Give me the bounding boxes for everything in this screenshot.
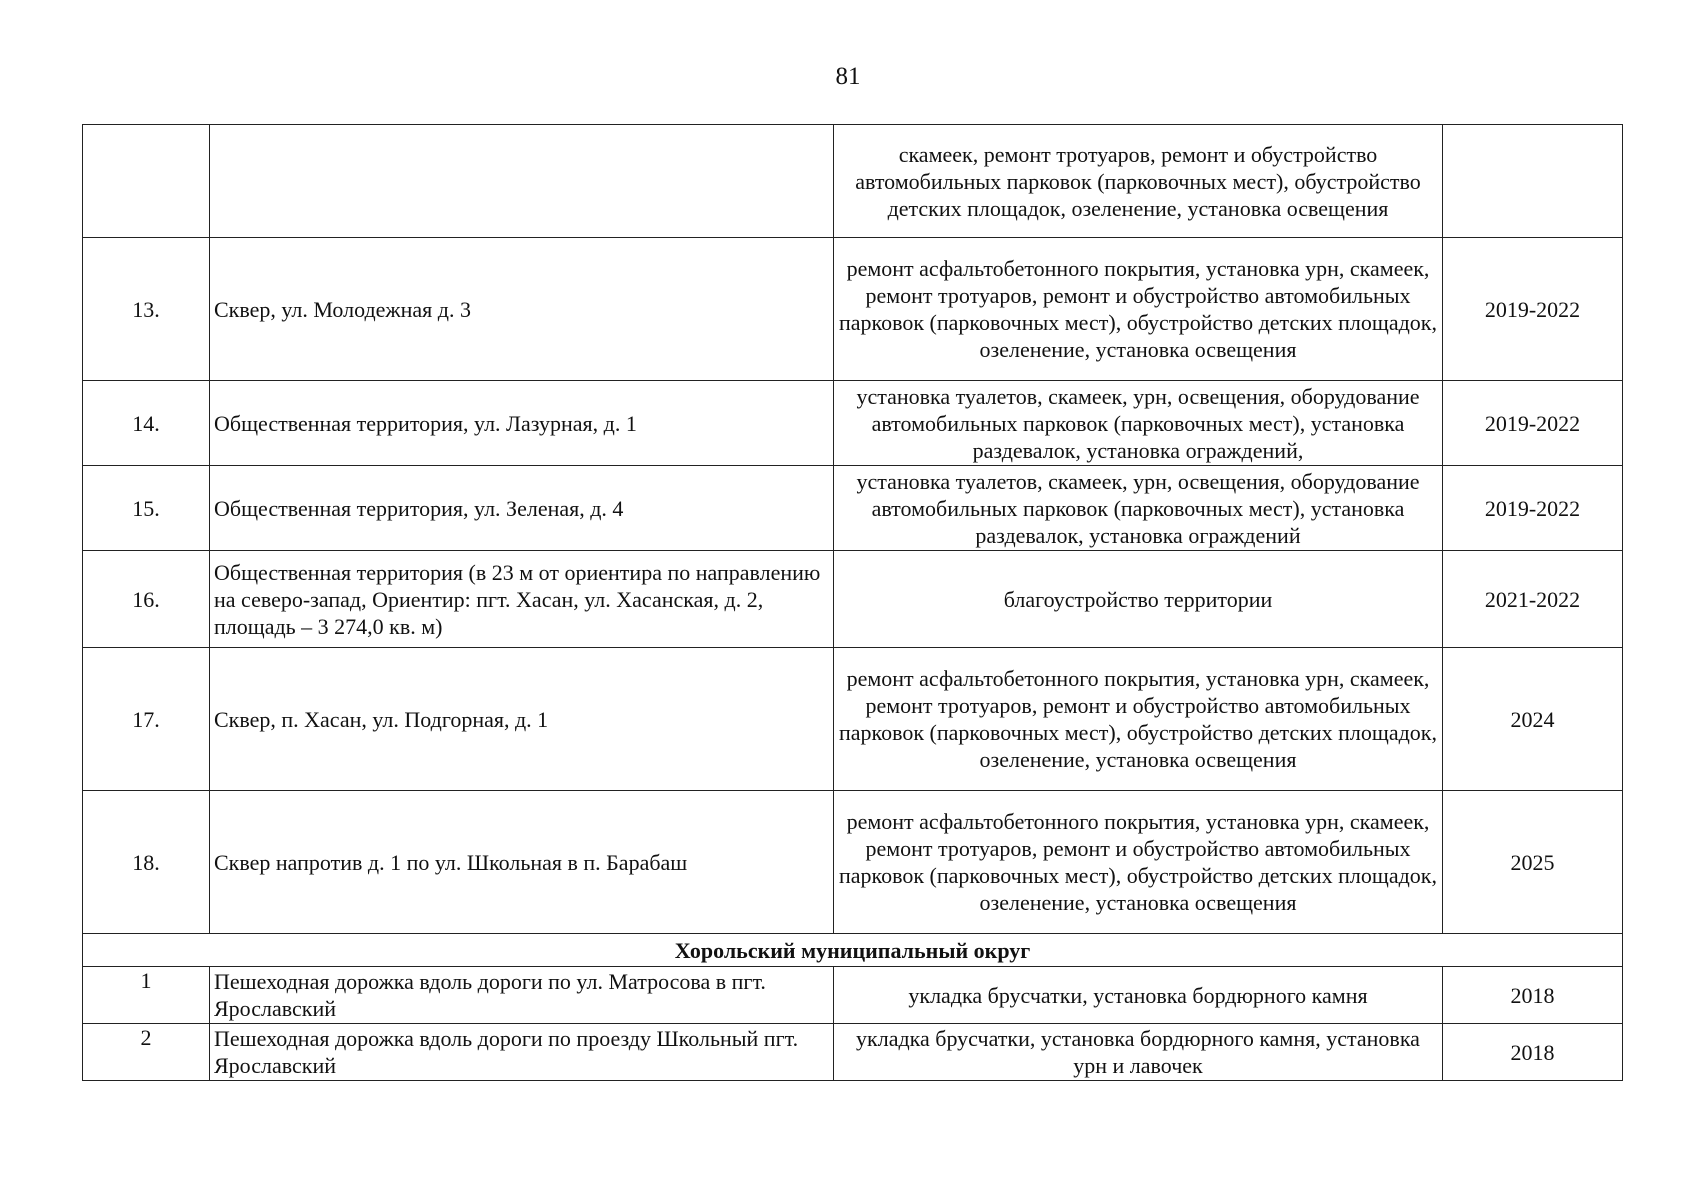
territory-name: Сквер, п. Хасан, ул. Подгорная, д. 1	[210, 648, 834, 791]
table-row	[83, 791, 1623, 934]
work-description: установка туалетов, скамеек, урн, освещения, оборудование автомобильных парковок (парковочных мест), установка раздевалок, установка ограждений,	[834, 381, 1443, 466]
row-number: 17.	[83, 648, 210, 791]
table-row	[83, 648, 1623, 791]
table-row	[83, 238, 1623, 381]
territory-name: Пешеходная дорожка вдоль дороги по ул. Матросова в пгт. Ярославский	[210, 967, 834, 1024]
page-number: 81	[835, 63, 861, 90]
row-number: 18.	[83, 791, 210, 934]
section-header-row	[83, 934, 1623, 967]
territory-name: Общественная территория, ул. Лазурная, д. 1	[210, 381, 834, 466]
period	[1443, 125, 1623, 238]
territory-name: Общественная территория (в 23 м от ориентира по направлению на северо-запад, Ориентир: пгт. Хасан, ул. Хасанская, д. 2, площадь – 3 274,0 кв. м)	[210, 551, 834, 648]
period: 2018	[1443, 967, 1623, 1024]
territory-name: Сквер, ул. Молодежная д. 3	[210, 238, 834, 381]
table-row	[83, 466, 1623, 551]
table-row	[83, 551, 1623, 648]
row-number: 14.	[83, 381, 210, 466]
work-description: скамеек, ремонт тротуаров, ремонт и обустройство автомобильных парковок (парковочных мест), обустройство детских площадок, озеленение, установка освещения	[834, 125, 1443, 238]
row-number: 13.	[83, 238, 210, 381]
work-description: ремонт асфальтобетонного покрытия, установка урн, скамеек, ремонт тротуаров, ремонт и обустройство автомобильных парковок (парковочных мест), обустройство детских площадок, озеленение, установка освещения	[834, 238, 1443, 381]
work-description: ремонт асфальтобетонного покрытия, установка урн, скамеек, ремонт тротуаров, ремонт и обустройство автомобильных парковок (парковочных мест), обустройство детских площадок, озеленение, установка освещения	[834, 648, 1443, 791]
period: 2024	[1443, 648, 1623, 791]
territory-name	[210, 125, 834, 238]
period: 2019-2022	[1443, 381, 1623, 466]
row-number: 15.	[83, 466, 210, 551]
work-description: благоустройство территории	[834, 551, 1443, 648]
work-description: установка туалетов, скамеек, урн, освещения, оборудование автомобильных парковок (парковочных мест), установка раздевалок, установка ограждений	[834, 466, 1443, 551]
territory-name: Общественная территория, ул. Зеленая, д. 4	[210, 466, 834, 551]
territory-name: Пешеходная дорожка вдоль дороги по проезду Школьный пгт. Ярославский	[210, 1024, 834, 1081]
table-row	[83, 125, 1623, 238]
period: 2019-2022	[1443, 466, 1623, 551]
table-row	[83, 967, 1623, 1024]
territory-name: Сквер напротив д. 1 по ул. Школьная в п. Барабаш	[210, 791, 834, 934]
row-number: 1	[83, 967, 210, 1024]
period: 2025	[1443, 791, 1623, 934]
row-number: 2	[83, 1024, 210, 1081]
period: 2018	[1443, 1024, 1623, 1081]
row-number	[83, 125, 210, 238]
period: 2021-2022	[1443, 551, 1623, 648]
improvement-table	[82, 124, 1623, 1081]
row-number: 16.	[83, 551, 210, 648]
table-row	[83, 381, 1623, 466]
work-description: укладка брусчатки, установка бордюрного камня, установка урн и лавочек	[834, 1024, 1443, 1081]
work-description: ремонт асфальтобетонного покрытия, установка урн, скамеек, ремонт тротуаров, ремонт и обустройство автомобильных парковок (парковочных мест), обустройство детских площадок, озеленение, установка освещения	[834, 791, 1443, 934]
work-description: укладка брусчатки, установка бордюрного камня	[834, 967, 1443, 1024]
period: 2019-2022	[1443, 238, 1623, 381]
section-title: Хорольский муниципальный округ	[83, 934, 1623, 967]
table-row	[83, 1024, 1623, 1081]
